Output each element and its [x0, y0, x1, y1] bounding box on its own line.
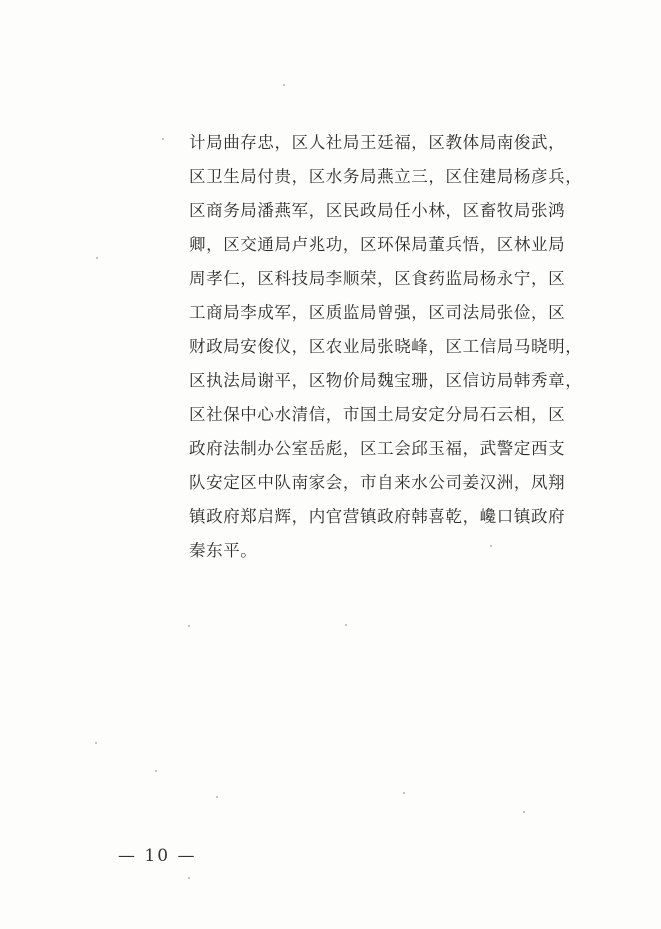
text-line: 财政局安俊仪，区农业局张晓峰，区工信局马晓明， [189, 337, 583, 356]
text-line: 队安定区中队南家会，市自来水公司姜汉洲，凤翔 [189, 473, 566, 492]
scan-speck [96, 257, 98, 259]
scan-speck [523, 811, 525, 813]
scan-speck [95, 742, 97, 744]
body-text [189, 126, 589, 568]
scan-speck [188, 625, 190, 627]
scan-speck [188, 877, 190, 879]
text-line: 卿，区交通局卢兆功，区环保局董兵悟，区林业局 [189, 235, 566, 254]
text-line: 区卫生局付贵，区水务局燕立三，区住建局杨彦兵， [189, 167, 583, 186]
scan-speck [403, 792, 405, 794]
scan-speck [155, 770, 157, 772]
scan-speck [162, 138, 164, 140]
page-number: — 10 — [118, 846, 197, 866]
text-line: 工商局李成军，区质监局曾强，区司法局张俭，区 [189, 303, 566, 322]
scan-speck [490, 545, 492, 547]
text-line: 政府法制办公室岳彪，区工会邱玉福，武警定西支 [189, 439, 566, 458]
scan-speck [345, 624, 347, 626]
scan-speck [216, 796, 218, 798]
text-line: 区社保中心水清信，市国土局安定分局石云相，区 [189, 405, 566, 424]
text-line: 周孝仁，区科技局李顺荣，区食药监局杨永宁，区 [189, 269, 566, 288]
text-line: 区执法局谢平，区物价局魏宝珊，区信访局韩秀章， [189, 371, 583, 390]
text-line: 镇政府郑启辉，内官营镇政府韩喜乾，巉口镇政府 [189, 507, 566, 526]
text-line: 区商务局潘燕军，区民政局任小林，区畜牧局张鸿 [189, 201, 566, 220]
text-line: 秦东平。 [189, 541, 258, 560]
text-line: 计局曲存忠，区人社局王廷福，区教体局南俊武， [189, 133, 566, 152]
scan-speck [283, 84, 285, 86]
